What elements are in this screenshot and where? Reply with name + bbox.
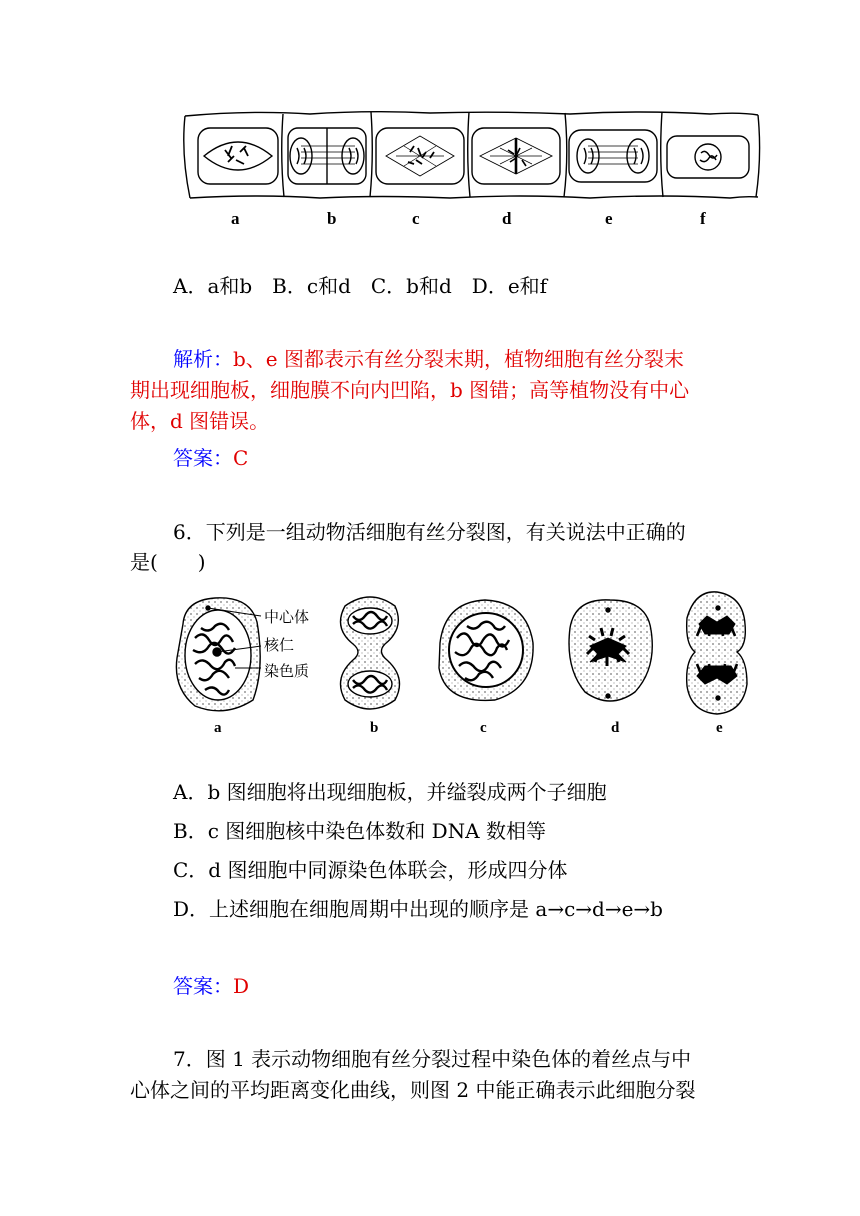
figure-animal-cells <box>165 588 765 718</box>
q6-answer-label: 答案： <box>173 974 233 998</box>
q5-analysis-line-1 <box>173 344 684 374</box>
q6-option-c: C．d 图细胞中同源染色体联会，形成四分体 <box>173 858 568 882</box>
annotation-nucleolus: 核仁 <box>264 636 295 654</box>
q6-option-a: A．b 图细胞将出现细胞板，并缢裂成两个子细胞 <box>173 780 607 804</box>
fig1-label-a: a <box>231 209 240 228</box>
q5-analysis-label: 解析： <box>173 347 233 371</box>
q5-answer <box>173 443 248 473</box>
annotation-centrosome: 中心体 <box>264 608 310 626</box>
q6-option-b: B．c 图细胞核中染色体数和 DNA 数相等 <box>173 819 546 843</box>
q5-answer-label: 答案： <box>173 446 233 470</box>
fig1-label-f: f <box>700 209 706 228</box>
q6-answer <box>173 971 249 1001</box>
fig1-label-d: d <box>502 209 512 228</box>
fig2-label-a: a <box>214 720 222 736</box>
q6-answer-value: D <box>233 974 250 998</box>
q5-answer-value: C <box>233 446 249 470</box>
q7-stem-line-2: 心体之间的平均距离变化曲线，则图 2 中能正确表示此细胞分裂 <box>130 1078 696 1102</box>
q7-stem-line-1: 7．图 1 表示动物细胞有丝分裂过程中染色体的着丝点与中 <box>173 1047 692 1071</box>
fig1-label-c: c <box>412 209 420 228</box>
fig2-label-b: b <box>370 720 379 736</box>
annotation-chromatin: 染色质 <box>264 662 310 680</box>
fig2-label-c: c <box>480 720 487 736</box>
fig2-label-e: e <box>716 720 723 736</box>
fig2-label-d: d <box>611 720 620 736</box>
q5-analysis-line-2: 期出现细胞板，细胞膜不向内凹陷，b 图错；高等植物没有中心 <box>130 378 690 402</box>
q5-analysis-line-3: 体，d 图错误。 <box>130 409 270 433</box>
figure-plant-cells <box>170 108 770 208</box>
fig1-label-b: b <box>327 209 337 228</box>
q6-stem-line-2: 是( ) <box>130 550 206 574</box>
q5-options: A．a和b B．c和d C．b和d D．e和f <box>173 274 548 298</box>
q6-stem-line-1: 6．下列是一组动物活细胞有丝分裂图，有关说法中正确的 <box>173 520 686 544</box>
q5-analysis-text-1: b、e 图都表示有丝分裂末期，植物细胞有丝分裂末 <box>233 347 684 371</box>
fig1-label-e: e <box>605 209 613 228</box>
q6-option-d: D．上述细胞在细胞周期中出现的顺序是 a→c→d→e→b <box>173 897 663 921</box>
